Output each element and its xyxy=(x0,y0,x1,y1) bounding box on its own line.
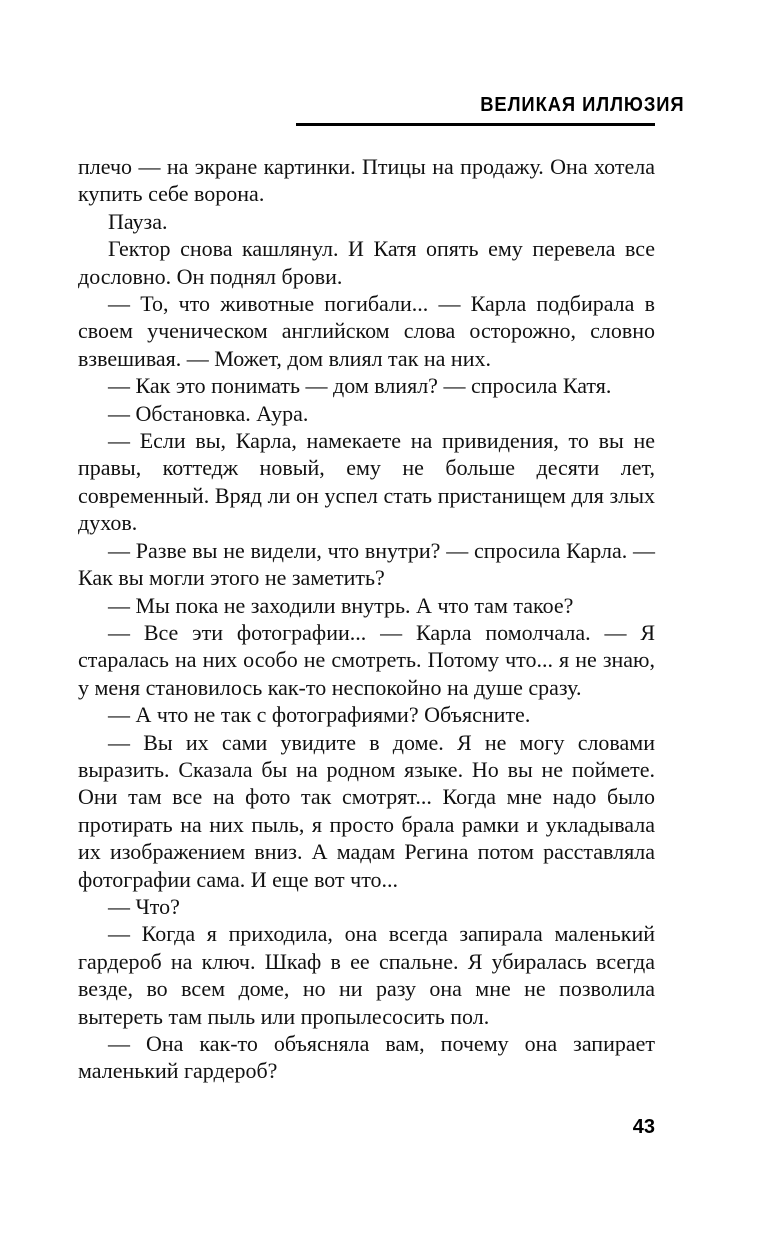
paragraph: — Все эти фотографии... — Карла помолчала. — Я старалась на них особо не смотреть. Потому что... я не знаю, у меня становилось как-то неспокойно на душе сразу. xyxy=(78,619,655,700)
paragraph: — Мы пока не заходили внутрь. А что там такое? xyxy=(108,592,574,618)
paragraph: — Как это понимать — дом влиял? — спросила Катя. xyxy=(108,373,612,399)
paragraph: — Вы их сами увидите в доме. Я не могу словами выразить. Сказала бы на родном языке. Но вы не поймете. Они там все на фото так смотрят... Когда мне надо было протирать на них пыль, я просто брала рамки и укладывала их изображением вниз. А мадам Регина потом расставляла фотографии сама. И еще вот что... xyxy=(78,729,655,892)
paragraph: — Разве вы не видели, что внутри? — спросила Карла. — Как вы могли этого не заметить? xyxy=(78,537,655,591)
paragraph: плечо — на экране картинки. Птицы на продажу. Она хотела купить себе ворона. xyxy=(78,154,655,207)
paragraph: — Когда я приходила, она всегда запирала маленький гардероб на ключ. Шкаф в ее спальне. Я убиралась всегда везде, во всем доме, но ни разу она мне не позволила вытереть там пыль или пропылесосить пол. xyxy=(78,921,655,1029)
paragraph: — А что не так с фотографиями? Объясните. xyxy=(108,702,531,728)
paragraph: — Что? xyxy=(108,893,180,919)
header-rule xyxy=(296,123,655,126)
page-number: 43 xyxy=(632,1116,655,1138)
paragraph: — То, что животные погибали... — Карла подбирала в своем ученическом английском слова осторожно, словно взвешивая. — Может, дом влиял так на них. xyxy=(78,291,655,371)
text-body xyxy=(78,153,655,1085)
paragraph: Пауза. xyxy=(108,208,168,234)
running-header: ВЕЛИКАЯ ИЛЛЮЗИЯ xyxy=(480,94,685,116)
paragraph: — Если вы, Карла, намекаете на привидения, то вы не правы, коттедж новый, ему не больше десяти лет, современный. Вряд ли он успел стать пристанищем для злых духов. xyxy=(78,428,655,536)
paragraph: — Обстановка. Аура. xyxy=(108,400,309,426)
paragraph: Гектор снова кашлянул. И Катя опять ему перевела все дословно. Он поднял брови. xyxy=(78,236,655,289)
paragraph: — Она как-то объясняла вам, почему она запирает маленький гардероб? xyxy=(78,1031,655,1084)
